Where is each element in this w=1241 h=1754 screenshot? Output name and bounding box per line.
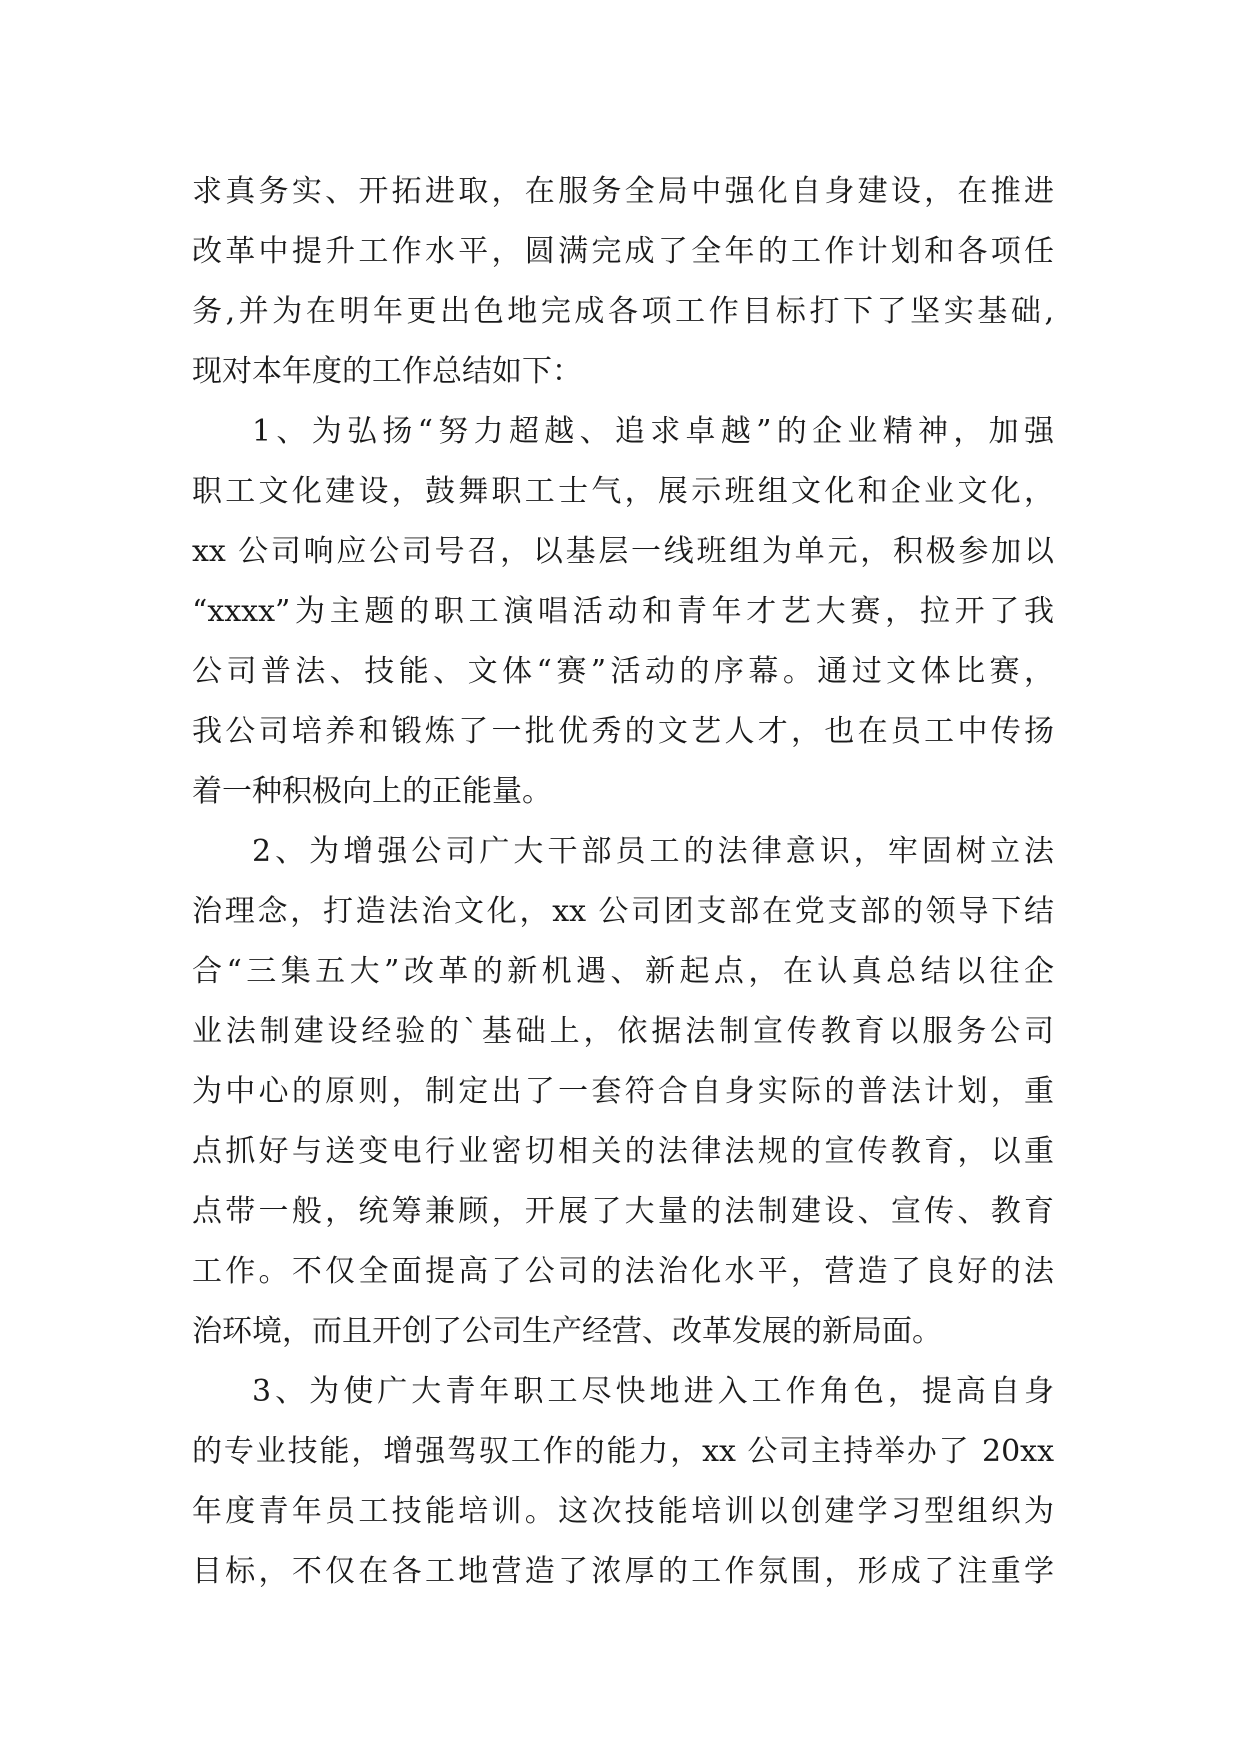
- text-line: 为中心的原则，制定出了一套符合自身实际的普法计划，重: [192, 1074, 1054, 1109]
- text-line: 着一种积极向上的正能量。: [192, 774, 552, 809]
- text-line: 现对本年度的工作总结如下：: [192, 354, 582, 389]
- text-line: 工作。不仅全面提高了公司的法治化水平，营造了良好的法: [192, 1254, 1054, 1289]
- text-line: 务,并为在明年更出色地完成各项工作目标打下了坚实基础,: [192, 294, 1054, 329]
- text-line: 年度青年员工技能培训。这次技能培训以创建学习型组织为: [192, 1494, 1054, 1529]
- text-line: 我公司培养和锻炼了一批优秀的文艺人才，也在员工中传扬: [192, 714, 1054, 749]
- text-line: 业法制建设经验的`基础上，依据法制宣传教育以服务公司: [192, 1014, 1054, 1049]
- text-line: 点抓好与送变电行业密切相关的法律法规的宣传教育，以重: [192, 1134, 1054, 1169]
- text-line: 职工文化建设，鼓舞职工士气，展示班组文化和企业文化，: [192, 474, 1054, 509]
- text-line: 1、为弘扬“努力超越、追求卓越”的企业精神，加强: [252, 414, 1054, 449]
- text-line: 点带一般，统筹兼顾，开展了大量的法制建设、宣传、教育: [192, 1194, 1054, 1229]
- text-line: 2、为增强公司广大干部员工的法律意识，牢固树立法: [252, 834, 1054, 869]
- text-line: xx 公司响应公司号召，以基层一线班组为单元，积极参加以: [192, 534, 1054, 569]
- text-line: 3、为使广大青年职工尽快地进入工作角色，提高自身: [252, 1374, 1054, 1409]
- text-line: “xxxx”为主题的职工演唱活动和青年才艺大赛，拉开了我: [192, 594, 1054, 629]
- text-line: 公司普法、技能、文体“赛”活动的序幕。通过文体比赛，: [192, 654, 1054, 689]
- text-line: 改革中提升工作水平，圆满完成了全年的工作计划和各项任: [192, 234, 1054, 269]
- body-text: [192, 162, 1054, 1602]
- text-line: 合“三集五大”改革的新机遇、新起点，在认真总结以往企: [192, 954, 1054, 989]
- text-line: 的专业技能，增强驾驭工作的能力，xx 公司主持举办了 20xx: [192, 1434, 1054, 1469]
- text-line: 求真务实、开拓进取，在服务全局中强化自身建设，在推进: [192, 174, 1054, 209]
- text-line: 治理念，打造法治文化，xx 公司团支部在党支部的领导下结: [192, 894, 1054, 929]
- text-line: 治环境，而且开创了公司生产经营、改革发展的新局面。: [192, 1314, 942, 1349]
- text-line: 目标，不仅在各工地营造了浓厚的工作氛围，形成了注重学: [192, 1554, 1054, 1589]
